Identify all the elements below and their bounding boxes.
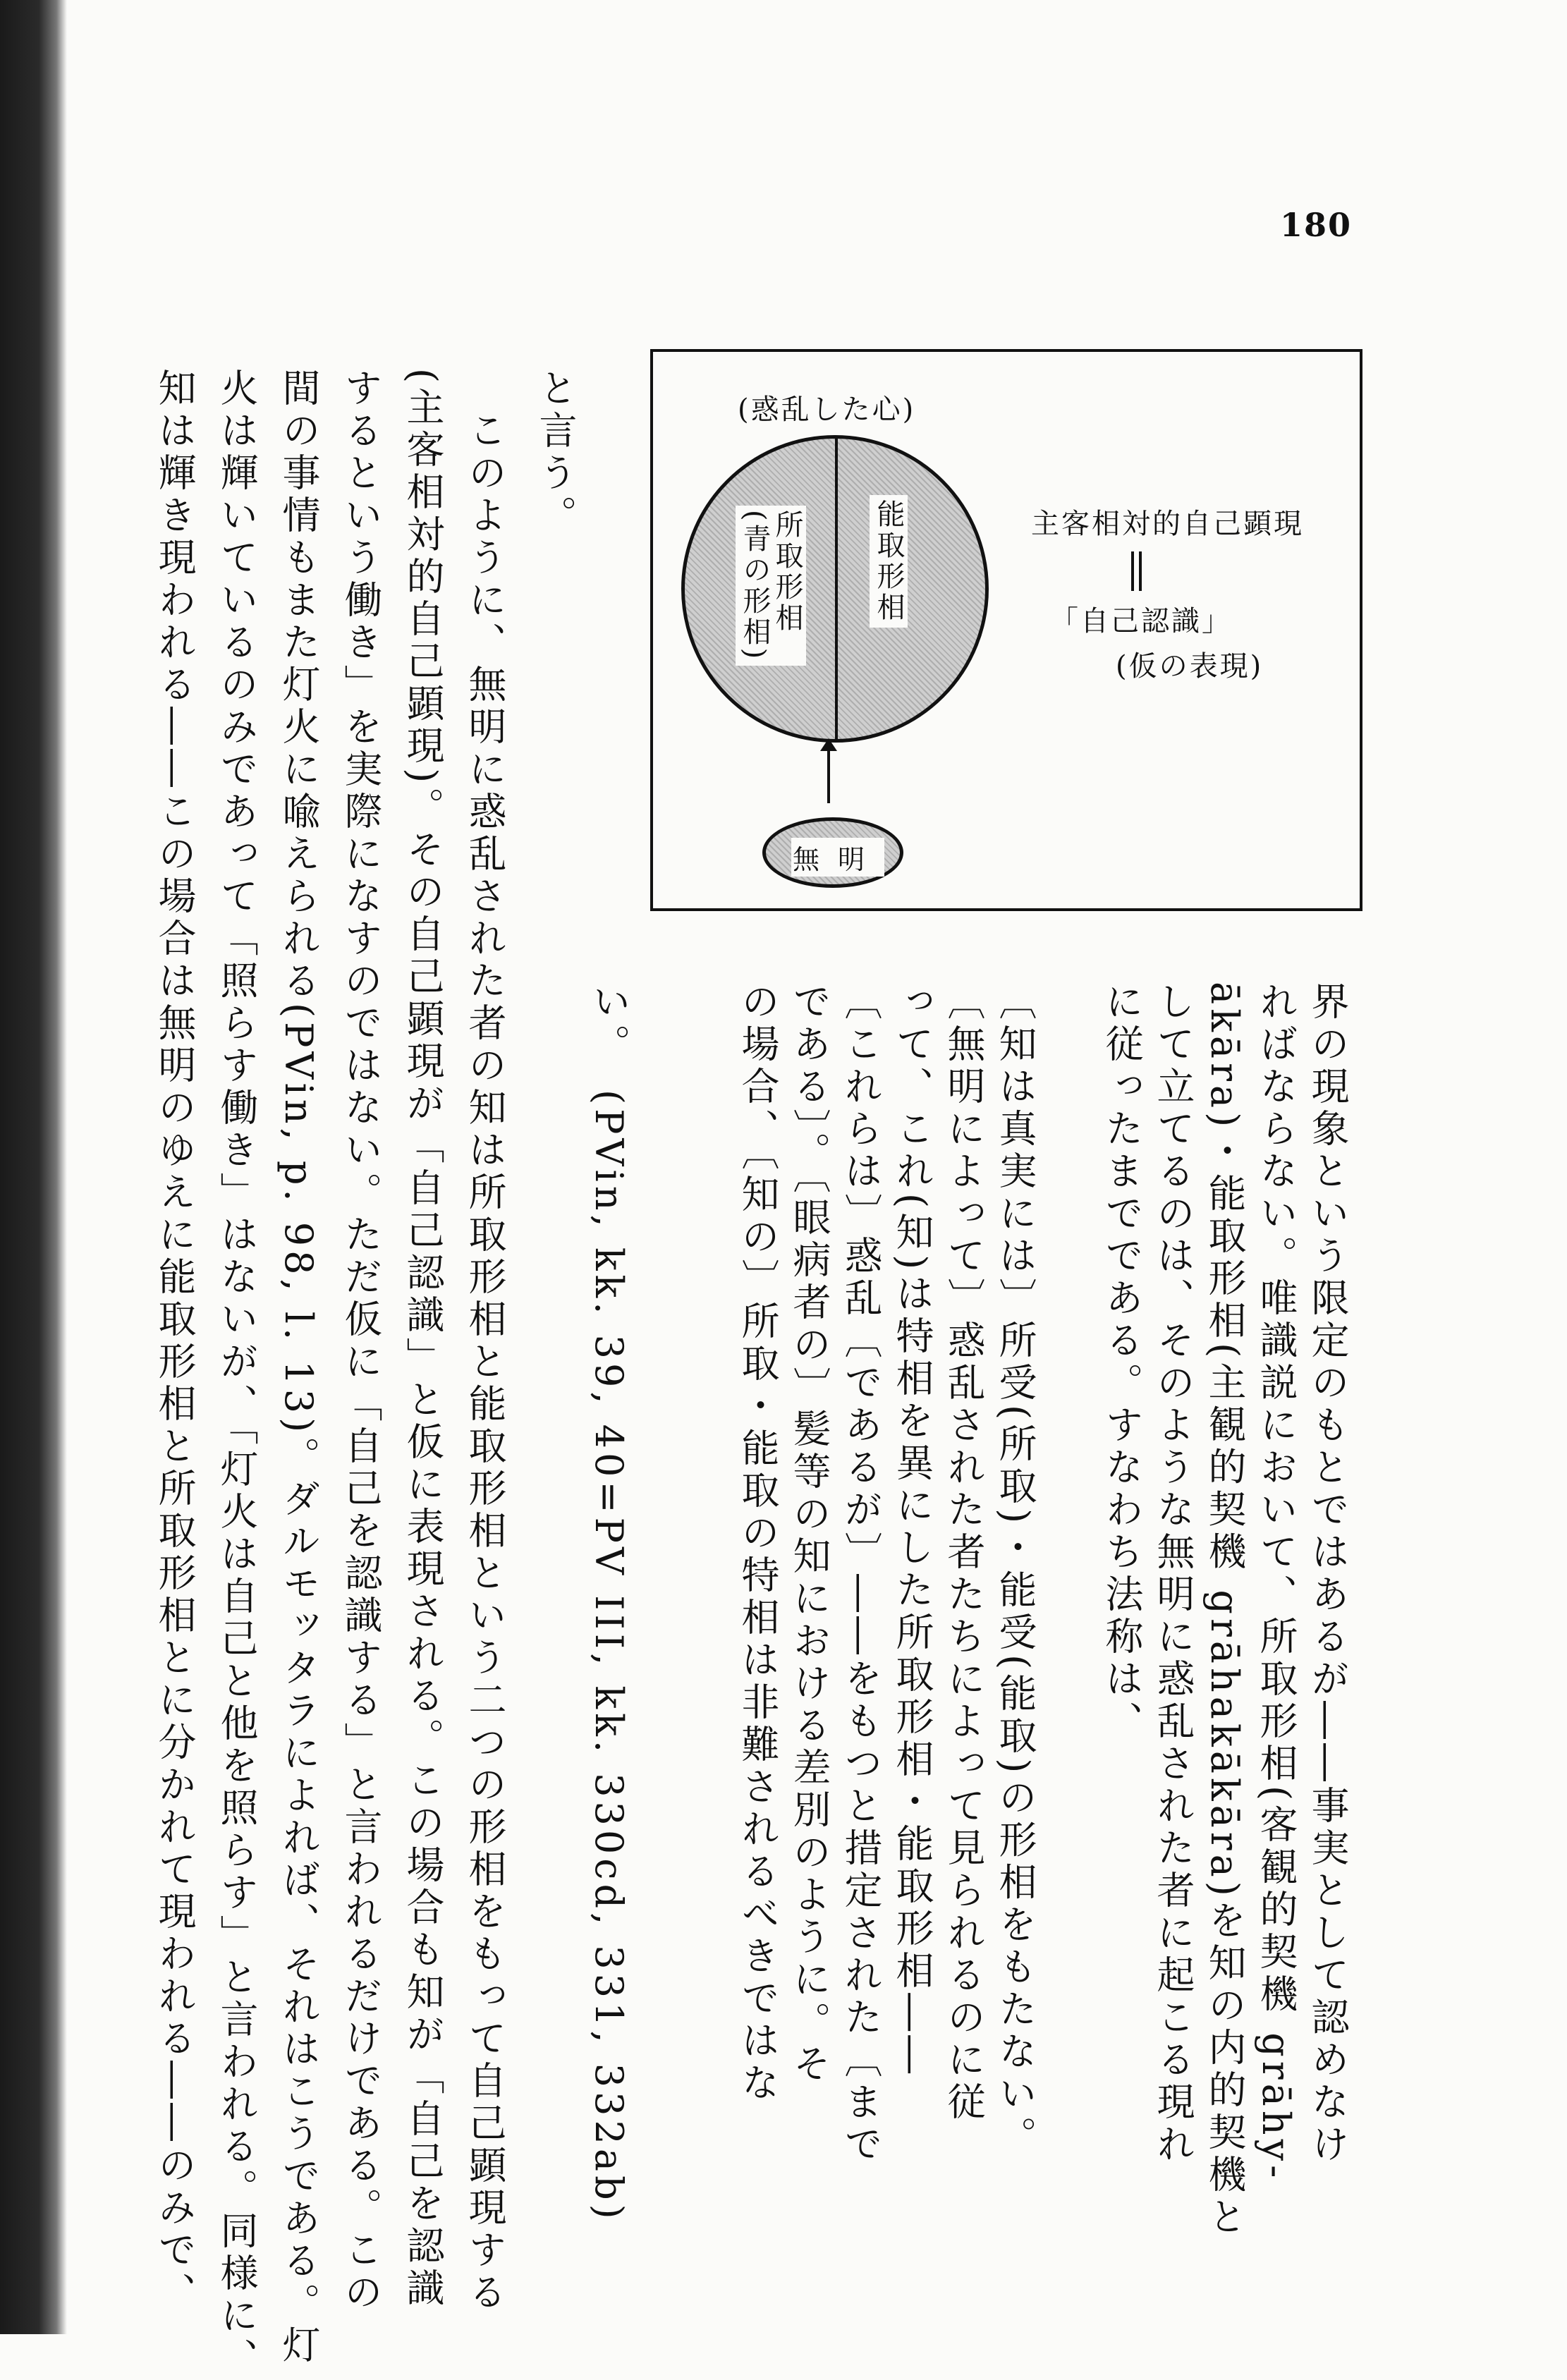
self-cognition-label: 「自己認識」 — [1050, 605, 1232, 637]
provisional-expression-label: (仮の表現) — [1116, 650, 1264, 683]
self-manifestation-label: 主客相対的自己顕現 — [1031, 508, 1304, 540]
double-vertical-line-icon — [1130, 551, 1144, 591]
text-column: である〕。〔眼病者の〕髪等の知における差別のように。そ — [787, 982, 831, 2086]
text-column: の場合、〔知の〕所取・能取の特相は非難されるべきではな — [736, 982, 780, 2105]
grasped-form-label — [736, 506, 806, 666]
text-column: して立てるのは、そのような無明に惑乱された者に起こる現れ — [1151, 982, 1195, 2166]
arrow-shaft — [827, 747, 830, 803]
text-column: い。 (PVin, kk. 39, 40=PV III, kk. 330cd, 331, 332ab) — [587, 982, 631, 2223]
text-column: 界の現象という限定のもとではあるが――事実として認めなけ — [1305, 982, 1350, 2166]
text-column: このように、無明に惑乱された者の知は所取形相と能取形相という二つの形相をもって自己顕現する — [463, 368, 507, 2314]
diagram-figure — [650, 349, 1362, 911]
text-column: 〔これらは〕惑乱〔であるが〕――をもつと措定された〔まで — [839, 982, 883, 2166]
text-column: するという働き」を実際になすのではない。ただ仮に「自己を認識する」と言われるだけである。この — [339, 368, 383, 2314]
mind-circle — [681, 435, 989, 743]
text-column: に従ったまでである。すなわち法称は、 — [1099, 982, 1144, 1743]
text-column: と言う。 — [533, 368, 578, 537]
text-column: 〔知は真実には〕所受(所取)・能受(能取)の形相をもたない。 — [993, 982, 1037, 2159]
figure-caption-confused-mind: (惑乱した心) — [738, 393, 916, 426]
grasping-form-label: 能取形相 — [870, 495, 908, 628]
grasped-form-label-line2: (青の形相) — [738, 510, 771, 662]
binding-edge-shadow — [0, 0, 67, 2334]
text-column: 知は輝き現われる――この場合は無明のゆえに能取形相と所取形相とに分かれて現われる――のみで、 — [152, 368, 197, 2314]
text-column: 火は輝いているのみであって「照らす働き」はないが、「灯火は自己と他を照らす」と言われる。同様に、 — [214, 368, 259, 2380]
text-column: ākāra)・能取形相(主観的契機 grāhakākāra)を知の内的契機と — [1202, 982, 1247, 2239]
text-column: 〔無明によって〕惑乱された者たちによって見られるのに従 — [941, 982, 986, 2124]
circle-divider-line — [835, 439, 838, 739]
page-number: 180 — [1280, 206, 1353, 244]
text-column: ればならない。唯識説において、所取形相(客観的契機 grāhy- — [1254, 982, 1298, 2183]
ignorance-ellipse — [762, 817, 903, 888]
ignorance-label: 無明 — [791, 838, 884, 877]
grasped-form-label-line1: 所取形相 — [771, 510, 803, 634]
text-column: 間の事情もまた灯火に喩えられる(PVin, p. 98, l. 13)。ダルモッタラによれば、それはこうである。灯 — [276, 368, 321, 2368]
text-column: (主客相対的自己顕現)。その自己顕現が「自己認識」と仮に表現される。この場合も知が「自己を認識 — [401, 368, 445, 2311]
text-column: って、これ(知)は特相を異にした所取形相・能取形相―― — [890, 982, 934, 2078]
